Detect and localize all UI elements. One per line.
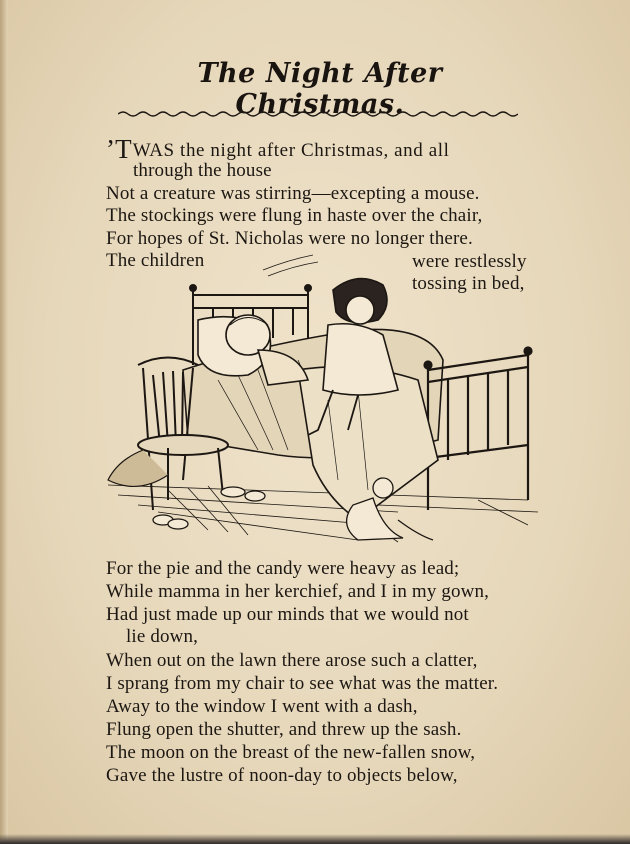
poem-line: Had just made up our minds that we would not xyxy=(106,604,469,625)
poem-line: Flung open the shutter, and threw up the sash. xyxy=(106,719,462,740)
wall-sketch xyxy=(263,255,313,270)
bedroom-illustration xyxy=(98,250,548,560)
title-wavy-rule xyxy=(118,110,518,118)
drop-cap: ’T xyxy=(106,134,132,164)
poem-line: Not a creature was stirring—excepting a mouse. xyxy=(106,183,480,204)
page-edge-left xyxy=(0,0,8,844)
poem-line: tossing in bed, xyxy=(412,273,525,294)
poem-line: The stockings were flung in haste over the chair, xyxy=(106,205,483,226)
page-title: The Night After Christmas. xyxy=(197,58,443,120)
poem-line: The children xyxy=(106,250,205,271)
poem-line: For the pie and the candy were heavy as lead; xyxy=(106,558,460,579)
floor-shading xyxy=(108,485,538,542)
poem-line: For hopes of St. Nicholas were no longer there. xyxy=(106,228,473,249)
poem-line: While mamma in her kerchief, and I in my gown, xyxy=(106,581,490,602)
poem-line: were restlessly xyxy=(412,251,527,272)
poem-line: through the house xyxy=(133,160,272,181)
poem-line: I sprang from my chair to see what was the matter. xyxy=(106,673,499,694)
poem-line: lie down, xyxy=(126,626,199,647)
poem-line: Away to the window I went with a dash, xyxy=(106,696,418,717)
poem-line-text: WAS the night after Christmas, and all xyxy=(132,140,450,161)
poem-line: The moon on the breast of the new-fallen snow, xyxy=(106,742,476,763)
poem-line xyxy=(106,134,450,164)
poem-line: Gave the lustre of noon-day to objects below, xyxy=(106,765,458,786)
page-edge-bottom xyxy=(0,834,630,844)
poem-line: When out on the lawn there arose such a clatter, xyxy=(106,650,478,671)
